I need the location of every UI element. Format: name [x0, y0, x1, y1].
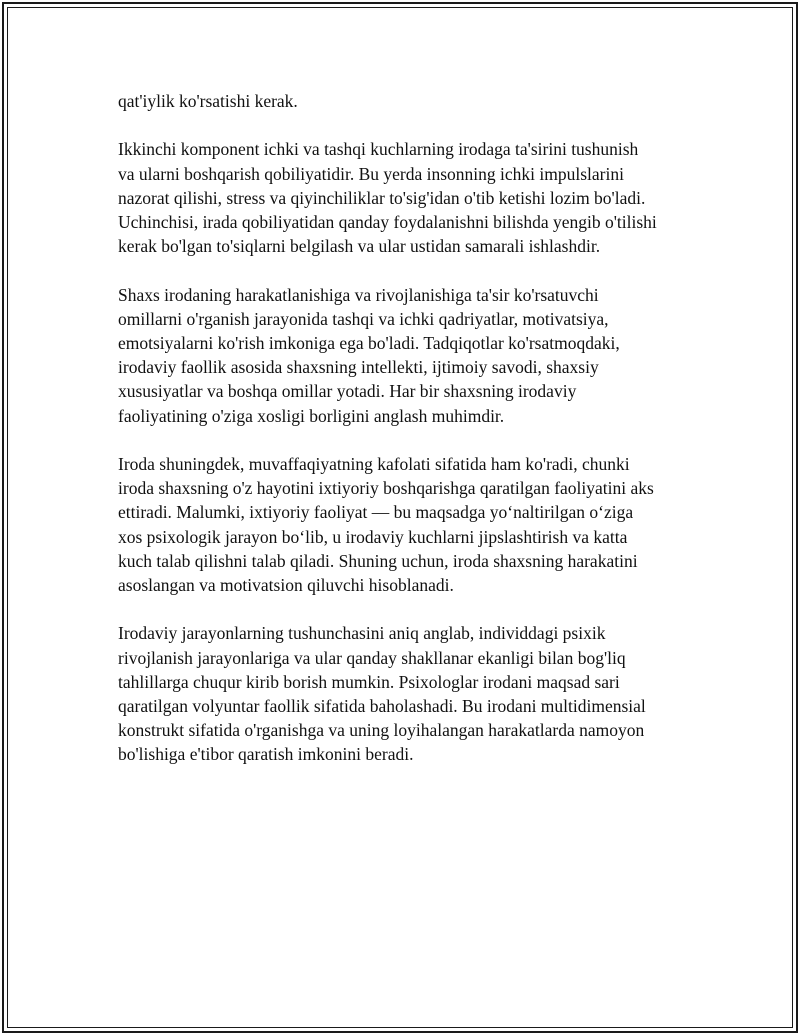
text-line: omillarni o'rganish jarayonida tashqi va ichki qadriyatlar, motivatsiya,: [118, 308, 609, 329]
text-line: Irodaviy jarayonlarning tushunchasini aniq anglab, individdagi psixik: [118, 623, 606, 644]
text-line: kerak bo'lgan to'siqlarni belgilash va ular ustidan samarali ishlashdir.: [118, 236, 601, 257]
text-line: tahlillarga chuqur kirib borish mumkin. Psixologlar irodani maqsad sari: [118, 671, 620, 692]
document-body: [118, 89, 684, 791]
paragraph: [118, 621, 684, 766]
text-line: rivojlanish jarayonlariga va ular qanday shakllanar ekanligi bilan bog'liq: [118, 647, 626, 668]
text-line: va ularni boshqarish qobiliyatidir. Bu yerda insonning ichki impulslarini: [118, 163, 624, 184]
text-line: ettiradi. Malumki, ixtiyoriy faoliyat — bu maqsadga yo‘naltirilgan o‘ziga: [118, 502, 634, 523]
text-line: qaratilgan volyuntar faollik sifatida baholashadi. Bu irodani multidimensial: [118, 696, 646, 717]
paragraph: [118, 137, 684, 258]
text-line: xususiyatlar va boshqa omillar yotadi. Har bir shaxsning irodaviy: [118, 381, 577, 402]
text-line: irodaviy faollik asosida shaxsning intellekti, ijtimoiy savodi, shaxsiy: [118, 357, 599, 378]
text-line: faoliyatining o'ziga xosligi borligini anglash muhimdir.: [118, 405, 505, 426]
text-line: kuch talab qilishni talab qiladi. Shuning uchun, iroda shaxsning harakatini: [118, 550, 638, 571]
text-line: Uchinchisi, irada qobiliyatidan qanday foydalanishni bilishda yengib o'tilishi: [118, 212, 657, 232]
text-line: xos psixologik jarayon bo‘lib, u irodaviy kuchlarni jipslashtirish va katta: [118, 526, 628, 547]
text-line: emotsiyalarni ko'rish imkoniga ega bo'ladi. Tadqiqotlar ko'rsatmoqdaki,: [118, 333, 620, 353]
paragraph: [118, 89, 684, 113]
text-line: bo'lishiga e'tibor qaratish imkonini beradi.: [118, 744, 414, 765]
text-line: nazorat qilishi, stress va qiyinchiliklar to'sig'idan o'tib ketishi lozim bo'ladi.: [118, 187, 646, 208]
text-line: Ikkinchi komponent ichki va tashqi kuchlarning irodaga ta'sirini tushunish: [118, 139, 639, 160]
paragraph: [118, 452, 684, 597]
text-line: konstrukt sifatida o'rganishga va uning loyihalangan harakatlarda namoyon: [118, 720, 645, 741]
text-line: Shaxs irodaning harakatlanishiga va rivojlanishiga ta'sir ko'rsatuvchi: [118, 284, 599, 305]
text-line: iroda shaxsning o'z hayotini ixtiyoriy boshqarishga qaratilgan faoliyatini aks: [118, 478, 654, 499]
paragraph: [118, 283, 684, 428]
text-line: qat'iylik ko'rsatishi kerak.: [118, 91, 298, 111]
text-line: Iroda shuningdek, muvaffaqiyatning kafolati sifatida ham ko'radi, chunki: [118, 454, 630, 474]
text-line: asoslangan va motivatsion qiluvchi hisoblanadi.: [118, 575, 454, 596]
